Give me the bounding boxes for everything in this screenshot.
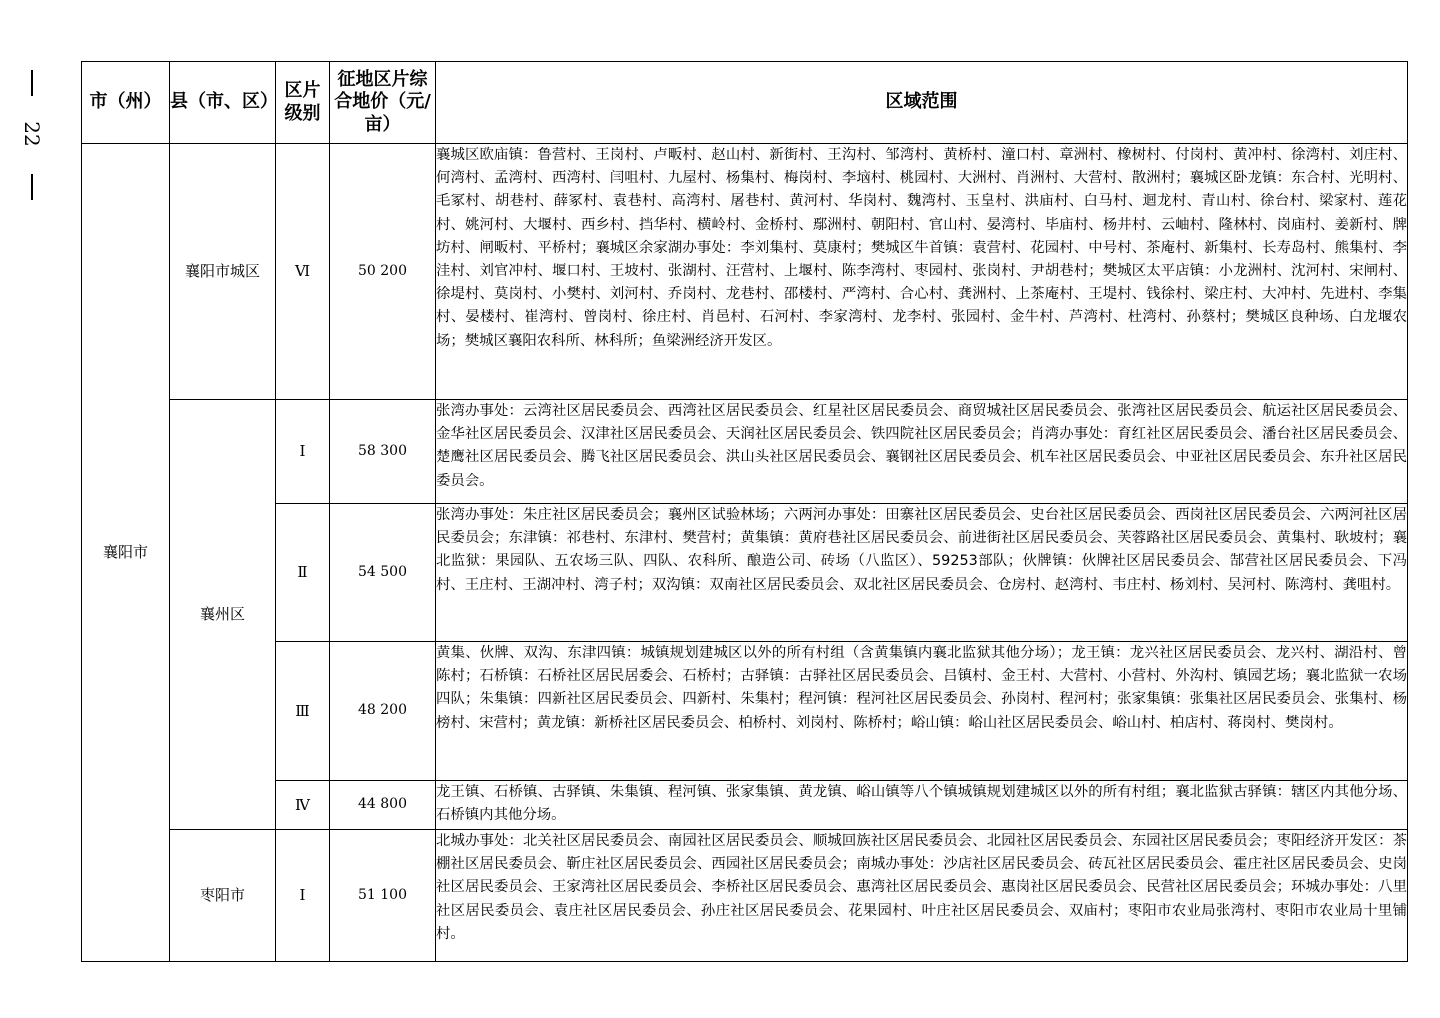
header-city: 市（州） [82, 62, 170, 144]
header-range: 区域范围 [436, 62, 1408, 144]
county-cell: 襄州区 [170, 400, 276, 830]
level-cell: Ⅳ [276, 781, 330, 830]
header-row [82, 62, 1408, 144]
level-cell: Ⅲ [276, 642, 330, 781]
price-cell: 50 200 [330, 144, 436, 400]
level-cell: Ⅰ [276, 400, 330, 504]
table-row [82, 400, 1408, 504]
range-cell: 黄集、伙牌、双沟、东津四镇：城镇规划建城区以外的所有村组（含黄集镇内襄北监狱其他分场）；龙王镇：龙兴社区居民委员会、龙兴村、湖沿村、曾陈村；石桥镇：石桥社区居民居委会、石桥村；古驿镇：古驿社区居民委员会、吕镇村、金王村、大营村、小营村、外沟村、镇园艺场；襄北监狱一农场四队；朱集镇：四新社区居民委员会、四新村、朱集村；程河镇：程河社区居民委员会、孙岗村、程河村；张家集镇：张集社区居民委员会、张集村、杨榜村、宋营村；黄龙镇：新桥社区居民委员会、柏桥村、刘岗村、陈桥村；峪山镇：峪山社区居民委员会、峪山村、柏店村、蒋岗村、樊岗村。 [436, 642, 1408, 781]
price-cell: 58 300 [330, 400, 436, 504]
range-cell: 张湾办事处：朱庄社区居民委员会；襄州区试验林场；六两河办事处：田寨社区居民委员会、史台社区居民委员会、西岗社区居民委员会、六两河社区居民委员会；东津镇：祁巷村、东津村、樊营村；黄集镇：黄府巷社区居民委员会、前进街社区居民委员会、芙蓉路社区居民委员会、黄集村、耿坡村；襄北监狱：果园队、五农场三队、四队、农科所、酿造公司、砖场（八监区）、59253部队；伙牌镇：伙牌社区居民委员会、郜营社区居民委员会、下冯村、王庄村、王湖冲村、湾子村；双沟镇：双南社区居民委员会、双北社区居民委员会、仓房村、赵湾村、韦庄村、杨刘村、吴河村、陈湾村、龚咀村。 [436, 504, 1408, 642]
page-number-text: 22 [20, 121, 44, 147]
table-row [82, 144, 1408, 400]
range-cell: 襄城区欧庙镇：鲁营村、王岗村、卢畈村、赵山村、新街村、王沟村、邹湾村、黄桥村、潼口村、章洲村、橡树村、付岗村、黄冲村、徐湾村、刘庄村、何湾村、孟湾村、西湾村、闫咀村、九屋村、杨集村、梅岗村、李垴村、桃园村、大洲村、肖洲村、大营村、散洲村；襄城区卧龙镇：东合村、光明村、毛冢村、胡巷村、薛冢村、袁巷村、高湾村、屠巷村、黄河村、华岗村、魏湾村、玉皇村、洪庙村、白马村、迴龙村、青山村、徐台村、梁家村、莲花村、姚河村、大堰村、西乡村、挡华村、横岭村、金桥村、鄢洲村、朝阳村、官山村、晏湾村、毕庙村、杨井村、云岫村、隆林村、岗庙村、姜新村、牌坊村、闸畈村、平桥村；襄城区余家湖办事处：李刘集村、莫康村；樊城区牛首镇：袁营村、花园村、中号村、茶庵村、新集村、长寿岛村、熊集村、李洼村、刘官冲村、堰口村、王坡村、张湖村、汪营村、上堰村、陈李湾村、枣园村、张岗村、尹胡巷村；樊城区太平店镇：小龙洲村、沈河村、宋闸村、徐堤村、莫岗村、小樊村、刘河村、乔岗村、龙巷村、邵楼村、严湾村、合心村、龚洲村、上茶庵村、王堤村、钱徐村、梁庄村、大冲村、先进村、李集村、晏楼村、崔湾村、曾岗村、徐庄村、肖邑村、石河村、李家湾村、龙李村、张园村、金牛村、芦湾村、杜湾村、孙蔡村；樊城区良种场、白龙堰农场；樊城区襄阳农科所、林科所；鱼梁洲经济开发区。 [436, 144, 1408, 400]
price-cell: 51 100 [330, 830, 436, 962]
page-number [18, 70, 46, 210]
level-cell: Ⅰ [276, 830, 330, 962]
price-cell: 48 200 [330, 642, 436, 781]
page-number-dash-bottom [31, 174, 33, 200]
county-cell: 襄阳市城区 [170, 144, 276, 400]
range-cell: 张湾办事处：云湾社区居民委员会、西湾社区居民委员会、红星社区居民委员会、商贸城社区居民委员会、张湾社区居民委员会、航运社区居民委员会、金华社区居民委员会、汉津社区居民委员会、天润社区居民委员会、铁四院社区居民委员会；肖湾办事处：育红社区居民委员会、潘台社区居民委员会、楚鹰社区居民委员会、腾飞社区居民委员会、洪山头社区居民委员会、襄钢社区居民委员会、机车社区居民委员会、中亚社区居民委员会、东升社区居民委员会。 [436, 400, 1408, 504]
header-county: 县（市、区） [170, 62, 276, 144]
table-row [82, 642, 1408, 781]
range-cell: 龙王镇、石桥镇、古驿镇、朱集镇、程河镇、张家集镇、黄龙镇、峪山镇等八个镇城镇规划建城区以外的所有村组；襄北监狱古驿镇：辖区内其他分场、石桥镇内其他分场。 [436, 781, 1408, 830]
header-price: 征地区片综合地价（元/亩） [330, 62, 436, 144]
page-number-dash-top [31, 70, 33, 96]
county-cell: 枣阳市 [170, 830, 276, 962]
range-cell: 北城办事处：北关社区居民委员会、南园社区居民委员会、顺城回族社区居民委员会、北园社区居民委员会、东园社区居民委员会；枣阳经济开发区：茶棚社区居民委员会、靳庄社区居民委员会、西园社区居民委员会；南城办事处：沙店社区居民委员会、砖瓦社区居民委员会、霍庄社区居民委员会、史岗社区居民委员会、王家湾社区居民委员会、李桥社区居民委员会、惠湾社区居民委员会、惠岗社区居民委员会、民营社区居民委员会；环城办事处：八里社区居民委员会、袁庄社区居民委员会、孙庄社区居民委员会、花果园村、叶庄社区居民委员会、双庙村；枣阳市农业局张湾村、枣阳市农业局十里铺村。 [436, 830, 1408, 962]
land-price-table [81, 61, 1408, 962]
level-cell: Ⅱ [276, 504, 330, 642]
table-row [82, 781, 1408, 830]
table-row [82, 504, 1408, 642]
header-level: 区片级别 [276, 62, 330, 144]
table-row [82, 830, 1408, 962]
price-cell: 44 800 [330, 781, 436, 830]
city-cell: 襄阳市 [82, 144, 170, 962]
price-cell: 54 500 [330, 504, 436, 642]
level-cell: Ⅵ [276, 144, 330, 400]
